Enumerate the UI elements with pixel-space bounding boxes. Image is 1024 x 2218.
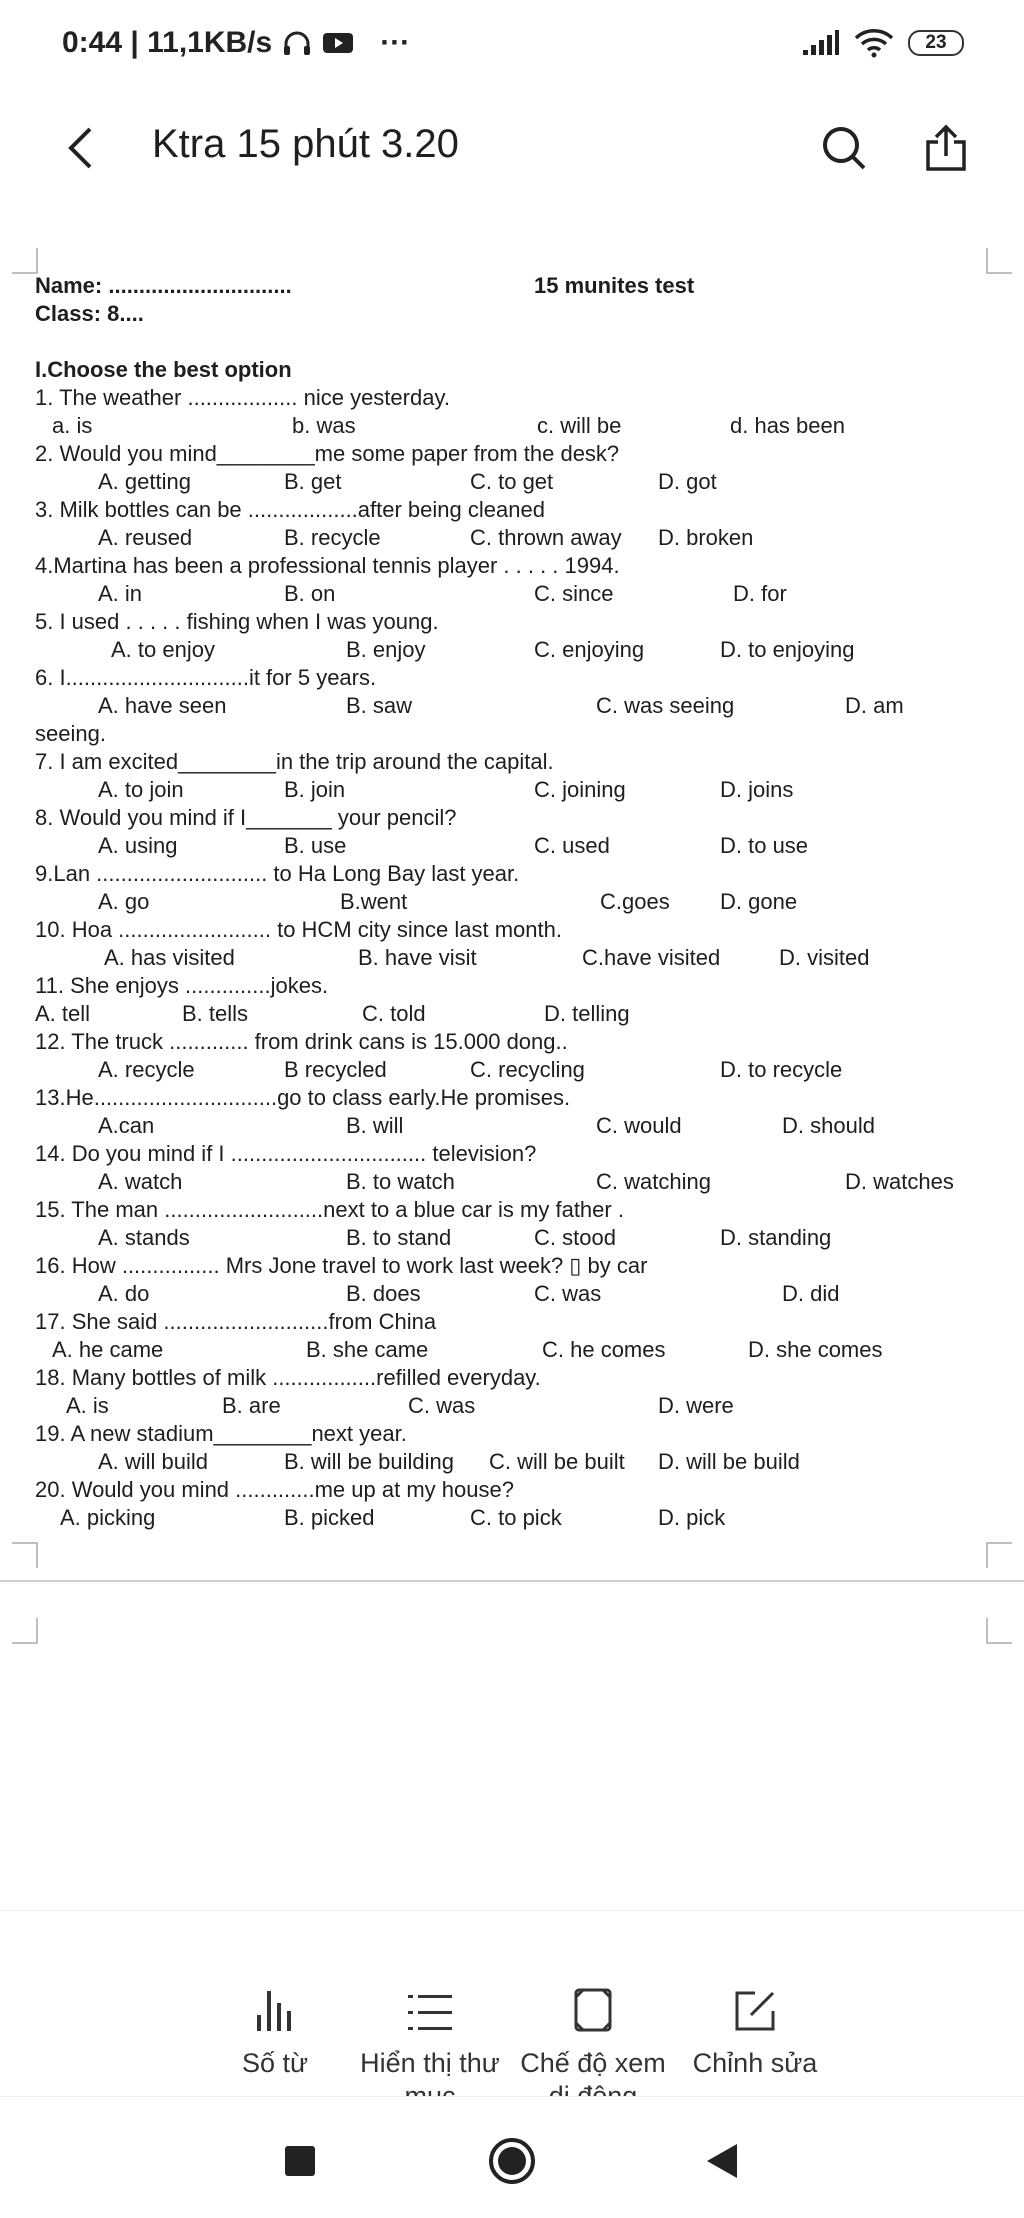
word-count-label: Số từ (241, 2048, 309, 2078)
question-14: 14. Do you mind if I ................................ television? (35, 1141, 537, 1166)
option: B. will (346, 1113, 404, 1138)
option: B. enjoy (346, 637, 426, 662)
option: A. has visited (104, 945, 235, 970)
option: A. to join (98, 777, 184, 802)
option: B. will be building (284, 1449, 454, 1474)
option: D. for (733, 581, 787, 606)
option: B recycled (284, 1057, 387, 1082)
question-2: 2. Would you mind________me some paper from the desk? (35, 441, 620, 466)
mobile-view-button[interactable] (508, 1911, 678, 2113)
back-button[interactable] (50, 118, 110, 178)
question-17: 17. She said ...........................from China (35, 1309, 437, 1334)
option: C. thrown away (470, 525, 622, 550)
question-4: 4.Martina has been a professional tennis player . . . . . 1994. (35, 553, 620, 578)
show-toc-button[interactable] (345, 1911, 515, 2113)
title-bar (0, 100, 1024, 196)
bar-chart-icon (190, 1963, 360, 2033)
option: C. he comes (542, 1337, 666, 1362)
signal-icon (802, 30, 840, 56)
option: B. she came (306, 1337, 429, 1362)
option: D. watches (845, 1169, 954, 1194)
option: D. am (845, 693, 904, 718)
option: B. does (346, 1281, 421, 1306)
option: C. to get (470, 469, 554, 494)
option: B. saw (346, 693, 413, 718)
page-corner-mark (12, 1542, 38, 1568)
page-corner-mark (986, 248, 1012, 274)
question-11: 11. She enjoys ..............jokes. (35, 973, 329, 998)
show-toc-label-line: Hiển thị thư (360, 2048, 500, 2078)
option: A. is (66, 1393, 109, 1418)
back-arrow-icon (66, 126, 94, 170)
document-page[interactable] (0, 240, 1024, 1580)
test-title: 15 munites test (534, 273, 695, 298)
option: C. would (596, 1113, 682, 1138)
option: C. was seeing (596, 693, 735, 718)
class-line: Class: 8.... (35, 301, 144, 326)
option: A.can (98, 1113, 155, 1138)
option: D. telling (544, 1001, 630, 1026)
status-left (62, 26, 410, 60)
headphones-icon (282, 29, 312, 57)
option: C.have visited (582, 945, 721, 970)
question-13: 13.He..............................go to class early.He promises. (35, 1085, 571, 1110)
option: d. has been (730, 413, 845, 438)
edit-button[interactable] (670, 1911, 840, 2080)
search-icon (821, 125, 867, 171)
option: C. used (534, 833, 610, 858)
page-corner-mark (12, 248, 38, 274)
option: B. picked (284, 1505, 375, 1530)
share-button[interactable] (916, 118, 976, 178)
battery-icon: 23 (908, 30, 964, 56)
option: A. tell (35, 1001, 91, 1026)
option: D. to enjoying (720, 637, 855, 662)
option: B. use (284, 833, 347, 858)
option: A. in (98, 581, 143, 606)
status-right (802, 28, 964, 58)
home-circle-icon (487, 2136, 537, 2186)
question-15: 15. The man ..........................next to a blue car is my father . (35, 1197, 624, 1222)
back-nav-button[interactable] (692, 2131, 752, 2191)
option: D. did (782, 1281, 840, 1306)
search-button[interactable] (814, 118, 874, 178)
option: D. standing (720, 1225, 832, 1250)
option: C. joining (534, 777, 626, 802)
option: D. she comes (748, 1337, 883, 1362)
back-triangle-icon (705, 2142, 739, 2180)
word-count-button[interactable] (190, 1911, 360, 2080)
question-6: 6. I..............................it for 5 years. (35, 665, 377, 690)
option: A. he came (52, 1337, 164, 1362)
option: D. will be build (658, 1449, 800, 1474)
option: A. recycle (98, 1057, 195, 1082)
status-bar (0, 0, 1024, 92)
option: B. on (284, 581, 336, 606)
option: B. have visit (358, 945, 477, 970)
edit-label: Chỉnh sửa (692, 2048, 818, 2078)
option: C. watching (596, 1169, 711, 1194)
option: C. was (408, 1393, 476, 1418)
option-wrap: seeing. (35, 721, 106, 746)
option: C. was (534, 1281, 602, 1306)
option: D. visited (779, 945, 870, 970)
option: A. reused (98, 525, 193, 550)
option: D. joins (720, 777, 794, 802)
option: b. was (292, 413, 356, 438)
page-corner-mark (986, 1618, 1012, 1644)
option: C. told (362, 1001, 426, 1026)
option: C.goes (600, 889, 670, 914)
page-corner-mark (12, 1618, 38, 1644)
option: A. have seen (98, 693, 227, 718)
option: a. is (52, 413, 93, 438)
navigation-bar (0, 2096, 1024, 2218)
option: A. to enjoy (111, 637, 215, 662)
wifi-icon (854, 28, 894, 58)
question-19: 19. A new stadium________next year. (35, 1421, 407, 1446)
option: A. using (98, 833, 178, 858)
question-5: 5. I used . . . . . fishing when I was young. (35, 609, 439, 634)
option: C. will be built (489, 1449, 625, 1474)
document-title: Ktra 15 phút 3.20 (152, 122, 459, 166)
bottom-toolbar (0, 1910, 1024, 2097)
option: D. were (658, 1393, 734, 1418)
option: C. to pick (470, 1505, 562, 1530)
option: A. watch (98, 1169, 183, 1194)
name-line: Name: .............................. (35, 273, 292, 298)
list-icon (345, 1963, 515, 2033)
option: A. picking (60, 1505, 156, 1530)
status-time-speed: 0:44 | 11,1KB/s (62, 26, 273, 59)
option: D. got (658, 469, 717, 494)
mobile-view-icon (508, 1963, 678, 2033)
option: C. since (534, 581, 614, 606)
option: B. recycle (284, 525, 381, 550)
recent-apps-button[interactable] (270, 2131, 330, 2191)
status-more: ··· (380, 26, 411, 59)
option: C. enjoying (534, 637, 645, 662)
option: D. to use (720, 833, 809, 858)
square-icon (284, 2145, 316, 2177)
share-icon (923, 124, 969, 172)
option: B. to watch (346, 1169, 455, 1194)
page-divider (0, 1580, 1024, 1582)
option: B. are (222, 1393, 281, 1418)
option: B.went (340, 889, 408, 914)
question-10: 10. Hoa ......................... to HCM city since last month. (35, 917, 562, 942)
option: B. to stand (346, 1225, 452, 1250)
section-heading: I.Choose the best option (35, 357, 292, 382)
option: c. will be (537, 413, 622, 438)
question-7: 7. I am excited________in the trip around the capital. (35, 749, 554, 774)
home-button[interactable] (482, 2131, 542, 2191)
question-18: 18. Many bottles of milk .................refilled everyday. (35, 1365, 541, 1390)
edit-icon (670, 1963, 840, 2033)
option: D. pick (658, 1505, 726, 1530)
option: D. gone (720, 889, 798, 914)
option: C. stood (534, 1225, 616, 1250)
question-12: 12. The truck ............. from drink cans is 15.000 dong.. (35, 1029, 568, 1054)
question-3: 3. Milk bottles can be ..................after being cleaned (35, 497, 545, 522)
option: B. join (284, 777, 346, 802)
option: A. do (98, 1281, 150, 1306)
question-1: 1. The weather .................. nice yesterday. (35, 385, 450, 410)
option: D. to recycle (720, 1057, 843, 1082)
question-20: 20. Would you mind .............me up at my house? (35, 1477, 514, 1502)
option: A. stands (98, 1225, 190, 1250)
question-16: 16. How ................ Mrs Jone travel to work last week? ▯ by car (35, 1253, 648, 1278)
question-9: 9.Lan ............................ to Ha Long Bay last year. (35, 861, 520, 886)
option: B. tells (182, 1001, 249, 1026)
video-player-icon (322, 31, 354, 55)
option: B. get (284, 469, 342, 494)
option: C. recycling (470, 1057, 585, 1082)
option: D. broken (658, 525, 754, 550)
mobile-view-label-line: Chế độ xem (520, 2048, 666, 2078)
option: A. go (98, 889, 150, 914)
option: A. getting (98, 469, 191, 494)
option: A. will build (98, 1449, 209, 1474)
page-corner-mark (986, 1542, 1012, 1568)
option: D. should (782, 1113, 875, 1138)
question-8: 8. Would you mind if I_______ your pencil? (35, 805, 457, 830)
